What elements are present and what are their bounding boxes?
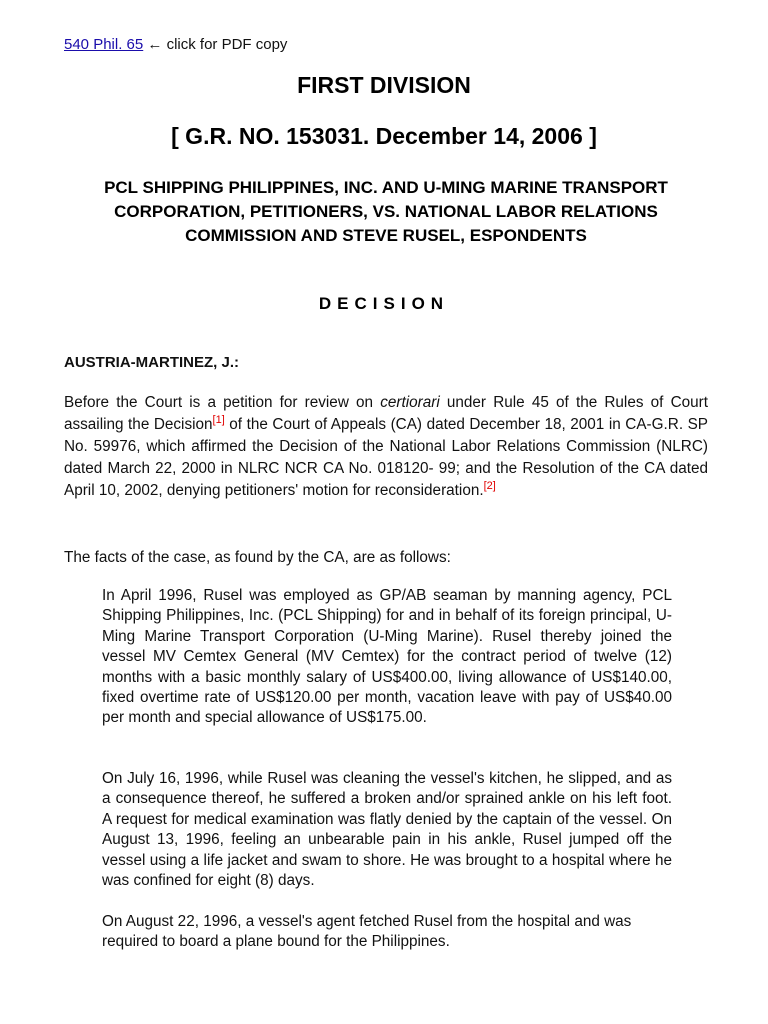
decision-heading: DECISION bbox=[318, 294, 450, 313]
certiorari-term: certiorari bbox=[380, 394, 440, 411]
opening-text-a: Before the Court is a petition for review on bbox=[64, 394, 381, 411]
ponente-name: AUSTRIA-MARTINEZ, J.: bbox=[64, 354, 239, 371]
facts-intro-paragraph: The facts of the case, as found by the CA, are as follows: bbox=[64, 549, 451, 566]
opening-paragraph bbox=[64, 392, 708, 502]
quoted-facts-paragraph-1: In April 1996, Rusel was employed as GP/AB seaman by manning agency, PCL Shipping Philippines, Inc. (PCL Shipping) for and in behalf of its foreign principal, U-Ming Marine Transport Corporation (U-Ming Marine). Rusel thereby joined the vessel MV Cemtex General (MV Cemtex) for the contract period of twelve (12) months with a basic monthly salary of US$400.00, living allowance of US$140.00, fixed overtime rate of US$120.00 per month, vacation leave with pay of US$40.00 per month and special allowance of US$175.00. bbox=[102, 587, 672, 727]
opening-text-b: under Rule 45 of the Rules of Court assailing the Decision bbox=[64, 394, 708, 433]
division-heading: FIRST DIVISION bbox=[297, 72, 471, 98]
quoted-facts-paragraph-2: On July 16, 1996, while Rusel was cleaning the vessel's kitchen, he slipped, and as a consequence thereof, he suffered a broken and/or sprained ankle on his left foot. A request for medical examination was flatly denied by the captain of the vessel. On August 13, 1996, feeling an unbearable pain in his ankle, Rusel jumped off the vessel using a life jacket and swam to shore. He was brought to a hospital where he was confined for eight (8) days. bbox=[102, 770, 672, 890]
footnote-2-link[interactable]: [2] bbox=[483, 480, 496, 492]
pdf-link-hint: ← click for PDF copy bbox=[143, 36, 288, 53]
footnote-1-link[interactable]: [1] bbox=[212, 414, 225, 426]
case-number-heading: [ G.R. NO. 153031. December 14, 2006 ] bbox=[171, 123, 597, 149]
pdf-copy-link[interactable]: 540 Phil. 65 bbox=[64, 36, 144, 53]
case-parties-heading: PCL SHIPPING PHILIPPINES, INC. AND U-MING MARINE TRANSPORT CORPORATION, PETITIONERS, VS. NATIONAL LABOR RELATIONS COMMISSION AND STEVE RUSEL, ESPONDENTS bbox=[104, 178, 668, 245]
pdf-link-line bbox=[64, 36, 287, 54]
quoted-facts-paragraph-3: On August 22, 1996, a vessel's agent fetched Rusel from the hospital and was required to board a plane bound for the Philippines. bbox=[102, 913, 632, 951]
opening-text-c: of the Court of Appeals (CA) dated December 18, 2001 in CA-G.R. SP No. 59976, which affirmed the Decision of the National Labor Relations Commission (NLRC) dated March 22, 2000 in NLRC NCR CA No. 018120- 99; and the Resolution of the CA dated April 10, 2002, denying petitioners' motion for reconsideration. bbox=[64, 416, 709, 499]
